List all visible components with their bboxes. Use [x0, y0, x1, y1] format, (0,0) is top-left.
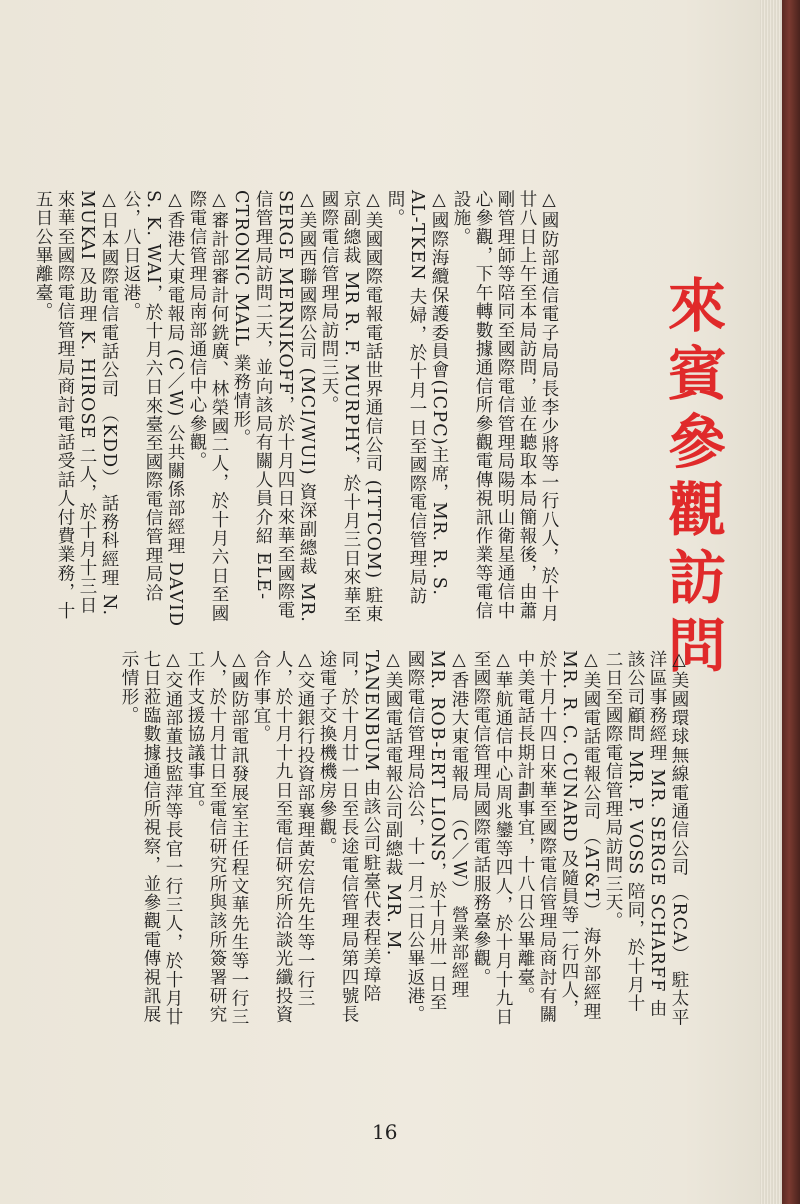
visit-entry: △國防部通信電子局局長李少將等一行八人，於十月廿八日上午至本局訪問，並在聽取本局簡報後，由蕭剛管理師等陪同至國際電信管理局陽明山衛星通信中心參觀，下午轉數據通信所參觀電傳視訊作業等電信設施。	[451, 190, 559, 623]
visit-entry: △香港大東電報局 (C／W) 公共關係部經理 DAVID S. K. WAI，於十月六日來臺至國際電信管理局洽公，八日返港。	[121, 190, 185, 628]
visit-entry: △華航通信中心周兆鑾等四人，於十月十九日至國際電信管理局國際電話服務臺參觀。	[471, 650, 513, 1027]
book-cover-edge	[782, 0, 800, 1204]
visit-entry: △國際海纜保護委員會(ICPC)主席，MR. R. S. AL-TKEN 夫婦，於十月一日至國際電信管理局訪問。	[385, 190, 449, 606]
lower-text-column	[30, 650, 690, 1030]
visit-entry: △國防部電訊發展室主任程文華先生等一行三人，於十月廿日至電信研究所與該所簽署研究工作支援協議事宜。	[185, 650, 249, 1027]
visit-entry: △美國西聯國際公司 (MCI/WUI) 資深副總裁 MR. SERGE MERNIKOFF，於十月四日來華至國際電信管理局訪問二天，並向該局有關人員介紹 ELE-CTRONIC MAIL 業務情形。	[231, 190, 317, 624]
page-edges	[760, 0, 782, 1204]
visit-entry: △美國電話電報公司 （AT&T） 海外部經理 MR. R. C. CUNARD 及隨員等一行四人，於十月十四日來華至國際電信管理局商討有關中美電話長期計劃事宜，十八日公畢離臺。	[515, 650, 601, 1024]
visit-entry: △美國電話電報公司副總裁 MR. M. TANENBUM 由該公司駐臺代表程美璋陪同，於十月廿一日至長途電信管理局第四號長途電子交換機機房參觀。	[317, 650, 403, 1024]
visit-entry: △美國環球無線電通信公司 （RCA） 駐太平洋區事務經理 MR. SERGE SCHARFF 由該公司顧問 MR. P. VOSS 陪同，於十月十二日至國際電信管理局訪問三天。	[603, 650, 689, 1027]
upper-text-column	[33, 190, 560, 630]
visit-entry: △香港大東電報局 （C／W） 營業部經理 MR. ROB-ERT LIONS，於十月卅一日至國際電信管理局洽公，十一月二日公畢返港。	[405, 650, 469, 1024]
visit-entry: △交通部董技監萍等長官一行三人，於十月廿七日蒞臨數據通信所視察，並參觀電傳視訊展示情形。	[119, 650, 183, 1027]
page-number: 16	[372, 1120, 398, 1144]
visit-entry: △日本國際電信電話公司 （KDD） 話務科經理 N. MUKAI 及助理 K. HIROSE 二人，於十月十三日來華至國際電信管理局商討電話受話人付費業務，十五日公畢離臺。	[33, 190, 119, 621]
visit-entry: △美國國際電報電話世界通信公司 (ITTCOM) 駐東京副總裁 MR R. F. MURPHY，於十月三日來華至國際電信管理局訪問三天。	[319, 190, 383, 624]
page-title: 來賓參觀訪問	[658, 275, 726, 683]
visit-entry: △審計部審計何銑廣、林榮國二人，於十月六日至國際電信管理局南部通信中心參觀。	[187, 190, 229, 623]
visit-entry: △交通銀行投資部襄理黃宏信先生等一行三人，於十月十九日至電信研究所洽談光纖投資合作事宜。	[251, 650, 315, 1024]
